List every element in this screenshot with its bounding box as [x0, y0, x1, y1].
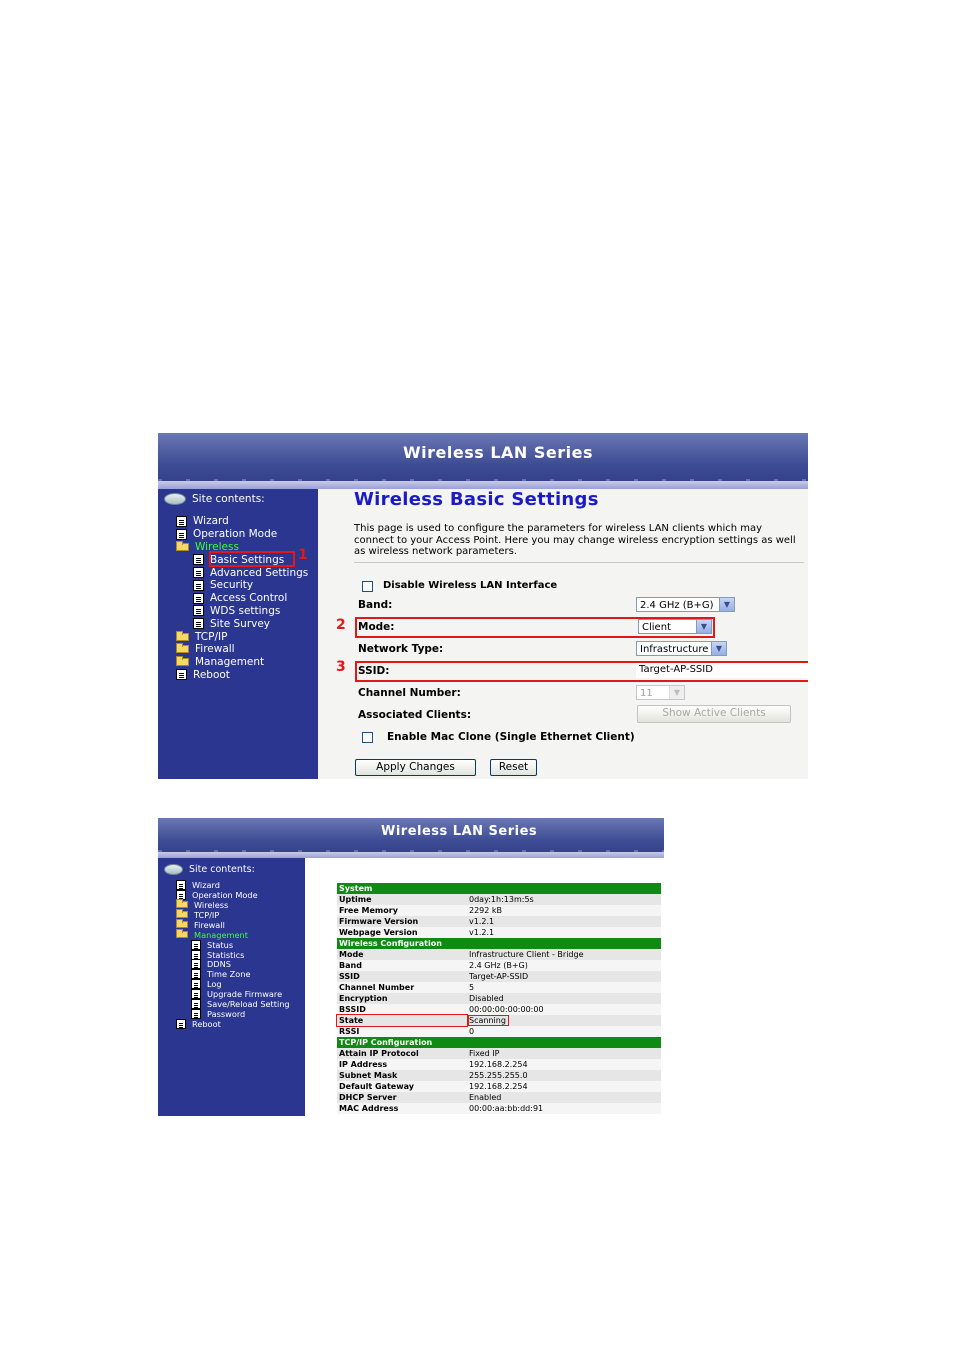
highlight-mode-box: [355, 617, 715, 638]
status-row-ssid: [337, 971, 661, 982]
channel-select[interactable]: 11 ▼: [636, 685, 685, 700]
status-value: 2292 kB: [467, 905, 661, 916]
annotation-2: 2: [336, 617, 346, 633]
sidebar-item-security[interactable]: [176, 579, 308, 592]
status-key: Mode: [337, 949, 467, 960]
mac-clone-label: Enable Mac Clone (Single Ethernet Client): [387, 731, 635, 743]
header-title: Wireless LAN Series: [403, 443, 593, 462]
sidebar-item-label: Basic Settings: [210, 553, 285, 566]
state-highlight: Scanning: [469, 1016, 506, 1025]
status-key: Firmware Version: [337, 916, 467, 927]
sidebar-item-label: Reboot: [192, 1019, 221, 1030]
apply-changes-button[interactable]: Apply Changes: [355, 759, 476, 776]
site-contents-header: Site contents:: [164, 493, 265, 505]
header-banner: [158, 433, 808, 489]
band-label: Band:: [358, 599, 393, 611]
sidebar-item-label: Wireless: [194, 899, 229, 910]
sidebar-item-upgrade-firmware[interactable]: [176, 989, 290, 999]
disable-wlan-checkbox[interactable]: [362, 581, 373, 592]
status-value: Fixed IP: [467, 1048, 661, 1059]
sidebar-item-label: Wizard: [192, 879, 220, 890]
status-key: Subnet Mask: [337, 1070, 467, 1081]
sidebar-item-tcp-ip[interactable]: [176, 910, 290, 920]
status-row-bssid: [337, 1004, 661, 1015]
annotation-1: 1: [298, 547, 308, 563]
sidebar-item-password[interactable]: [176, 1009, 290, 1019]
sidebar-item-wizard[interactable]: [176, 880, 290, 890]
sidebar-item-label: DDNS: [207, 959, 231, 970]
sidebar-item-statistics[interactable]: [176, 950, 290, 960]
header-title: Wireless LAN Series: [381, 824, 538, 839]
status-row-subnet-mask: [337, 1070, 661, 1081]
page-icon: [191, 959, 201, 969]
status-table: [337, 883, 661, 1114]
sidebar-item-advanced-settings[interactable]: [176, 566, 308, 579]
status-value: 255.255.255.0: [467, 1070, 661, 1081]
open-folder-icon: [176, 543, 189, 551]
page-icon: [193, 605, 204, 616]
status-screenshot: [158, 818, 664, 1116]
status-value: 2.4 GHz (B+G): [467, 960, 661, 971]
section-header-tcp-ip-configuration: TCP/IP Configuration: [337, 1037, 661, 1048]
highlight-ssid-box: [355, 661, 808, 682]
mode-label: Mode:: [358, 621, 395, 633]
sidebar-item-label: TCP/IP: [194, 909, 220, 920]
page-icon: [176, 516, 187, 527]
status-value: [467, 1015, 661, 1026]
sidebar-item-wds-settings[interactable]: [176, 605, 308, 618]
section-header-wireless-configuration: Wireless Configuration: [337, 938, 661, 949]
network-type-select[interactable]: Infrastructure ▼: [636, 641, 727, 656]
sidebar-item-tcp-ip[interactable]: [176, 630, 308, 643]
status-row-mode: [337, 949, 661, 960]
page-description: This page is used to configure the parameters for wireless LAN clients which may connect to your Access Point. Here you may change wireless encryption settings as well as wireless network parameters.: [354, 523, 796, 557]
status-key: Default Gateway: [337, 1081, 467, 1092]
sidebar-item-label: Password: [207, 1009, 246, 1020]
status-key: DHCP Server: [337, 1092, 467, 1103]
page-title: Wireless Basic Settings: [354, 489, 599, 510]
band-select[interactable]: 2.4 GHz (B+G) ▼: [636, 597, 735, 612]
sidebar-item-firewall[interactable]: [176, 920, 290, 930]
status-value: 0day:1h:13m:5s: [467, 894, 661, 905]
sidebar-item-wizard[interactable]: [176, 515, 308, 528]
sidebar-item-reboot[interactable]: [176, 669, 308, 682]
sidebar-item-site-survey[interactable]: [176, 617, 308, 630]
status-row-default-gateway: [337, 1081, 661, 1092]
sidebar-item-label: WDS settings: [210, 604, 281, 617]
sidebar: [158, 858, 305, 1116]
mode-select[interactable]: Client ▼: [638, 619, 712, 634]
status-key: Webpage Version: [337, 927, 467, 938]
status-value: 5: [467, 982, 661, 993]
sidebar-item-label: Reboot: [193, 668, 230, 681]
status-key: Band: [337, 960, 467, 971]
sidebar-item-operation-mode[interactable]: [176, 528, 308, 541]
status-row-attain-ip-protocol: [337, 1048, 661, 1059]
folder-icon: [176, 901, 188, 908]
sidebar-item-label: Management: [195, 656, 265, 669]
page-icon: [191, 979, 201, 989]
status-row-uptime: [337, 894, 661, 905]
folder-icon: [176, 658, 189, 666]
page-icon: [193, 567, 204, 578]
sidebar-item-label: Firewall: [195, 643, 235, 656]
channel-label: Channel Number:: [358, 687, 461, 699]
mac-clone-checkbox[interactable]: [362, 732, 373, 743]
sidebar-item-label: Firewall: [194, 919, 225, 930]
sidebar-item-label: Wizard: [193, 515, 229, 528]
page-icon: [193, 580, 204, 591]
sidebar-item-label: Status: [207, 939, 234, 950]
status-key: Encryption: [337, 993, 467, 1004]
status-row-webpage-version: [337, 927, 661, 938]
disk-icon: [164, 864, 183, 875]
status-key: Uptime: [337, 894, 467, 905]
status-value: 00:00:00:00:00:00: [467, 1004, 661, 1015]
sidebar-item-management[interactable]: [176, 656, 308, 669]
page-icon: [191, 989, 201, 999]
page-icon: [191, 1009, 201, 1019]
associated-clients-label: Associated Clients:: [358, 709, 472, 721]
status-row-mac-address: [337, 1103, 661, 1114]
status-value: 00:00:aa:bb:dd:91: [467, 1103, 661, 1114]
sidebar-item-label: Statistics: [207, 949, 245, 960]
site-nav: [176, 515, 308, 681]
status-row-free-memory: [337, 905, 661, 916]
sidebar-item-label: Log: [207, 979, 222, 990]
highlight-basic-settings-box: [209, 551, 295, 567]
network-type-label: Network Type:: [358, 643, 444, 655]
divider: [354, 562, 804, 563]
page-icon: [193, 618, 204, 629]
status-value: Disabled: [467, 993, 661, 1004]
sidebar-item-log[interactable]: [176, 979, 290, 989]
sidebar-item-label: TCP/IP: [195, 630, 228, 643]
chevron-down-icon: ▼: [696, 620, 711, 633]
sidebar-item-firewall[interactable]: [176, 643, 308, 656]
disable-wlan-label: Disable Wireless LAN Interface: [383, 580, 558, 591]
status-value: v1.2.1: [467, 927, 661, 938]
status-key: BSSID: [337, 1004, 467, 1015]
status-row-firmware-version: [337, 916, 661, 927]
sidebar-item-wireless[interactable]: [176, 900, 290, 910]
sidebar-item-ddns[interactable]: [176, 960, 290, 970]
ssid-input[interactable]: Target-AP-SSID: [636, 662, 808, 678]
sidebar-item-label: Time Zone: [207, 969, 251, 980]
sidebar-item-label: Wireless: [195, 540, 239, 553]
disk-icon: [164, 493, 186, 505]
chevron-down-icon: ▼: [669, 686, 684, 699]
page-icon: [191, 950, 201, 960]
status-value: 0: [467, 1026, 661, 1037]
page-icon: [176, 529, 187, 540]
show-active-clients-button[interactable]: Show Active Clients: [637, 705, 791, 723]
status-row-dhcp-server: [337, 1092, 661, 1103]
site-contents-header: Site contents:: [164, 864, 255, 875]
open-folder-icon: [176, 931, 188, 938]
status-row-channel-number: [337, 982, 661, 993]
status-key: MAC Address: [337, 1103, 467, 1114]
sidebar-item-label: Save/Reload Setting: [207, 999, 290, 1010]
status-row-state: [337, 1015, 661, 1026]
page-icon: [176, 1019, 186, 1029]
sidebar-item-label: Security: [210, 579, 254, 592]
page-icon: [191, 999, 201, 1009]
status-value: v1.2.1: [467, 916, 661, 927]
reset-button[interactable]: Reset: [490, 759, 537, 776]
sidebar-item-label: Upgrade Firmware: [207, 989, 283, 1000]
status-key: Free Memory: [337, 905, 467, 916]
folder-icon: [176, 911, 188, 918]
status-key: Channel Number: [337, 982, 467, 993]
sidebar-item-label: Site Survey: [210, 617, 271, 630]
page-icon: [191, 969, 201, 979]
annotation-3: 3: [336, 659, 346, 675]
page-icon: [176, 669, 187, 680]
sidebar: [158, 489, 318, 779]
sidebar-item-label: Management: [194, 929, 248, 940]
main-content: [318, 489, 808, 779]
status-value: Target-AP-SSID: [467, 971, 661, 982]
status-key: SSID: [337, 971, 467, 982]
page-icon: [193, 593, 204, 604]
status-key: State: [337, 1015, 467, 1026]
status-key: RSSI: [337, 1026, 467, 1037]
folder-icon: [176, 921, 188, 928]
ssid-label: SSID:: [358, 665, 390, 677]
status-value: 192.168.2.254: [467, 1059, 661, 1070]
basic-settings-screenshot: [158, 433, 808, 779]
status-key: Attain IP Protocol: [337, 1048, 467, 1059]
sidebar-item-status[interactable]: [176, 940, 290, 950]
status-row-ip-address: [337, 1059, 661, 1070]
sidebar-item-operation-mode[interactable]: [176, 890, 290, 900]
sidebar-item-label: Advanced Settings: [210, 566, 309, 579]
sidebar-item-management[interactable]: [176, 930, 290, 940]
site-nav: [176, 880, 290, 1029]
status-value: Infrastructure Client - Bridge: [467, 949, 661, 960]
sidebar-item-time-zone[interactable]: [176, 969, 290, 979]
section-header-system: System: [337, 883, 661, 894]
page-icon: [176, 880, 186, 890]
sidebar-item-label: Operation Mode: [193, 528, 278, 541]
status-row-rssi: [337, 1026, 661, 1037]
sidebar-item-label: Access Control: [210, 592, 288, 605]
folder-icon: [176, 645, 189, 653]
sidebar-item-label: Operation Mode: [192, 889, 258, 900]
header-banner: [158, 818, 664, 858]
page-icon: [193, 554, 204, 565]
sidebar-item-access-control[interactable]: [176, 592, 308, 605]
status-key: IP Address: [337, 1059, 467, 1070]
sidebar-item-reboot[interactable]: [176, 1019, 290, 1029]
status-row-encryption: [337, 993, 661, 1004]
status-value: Enabled: [467, 1092, 661, 1103]
folder-icon: [176, 633, 189, 641]
page-icon: [191, 940, 201, 950]
main-content: [305, 858, 664, 1116]
status-value: 192.168.2.254: [467, 1081, 661, 1092]
chevron-down-icon: ▼: [719, 598, 734, 611]
status-row-band: [337, 960, 661, 971]
sidebar-item-save-reload-setting[interactable]: [176, 999, 290, 1009]
chevron-down-icon: ▼: [711, 642, 726, 655]
